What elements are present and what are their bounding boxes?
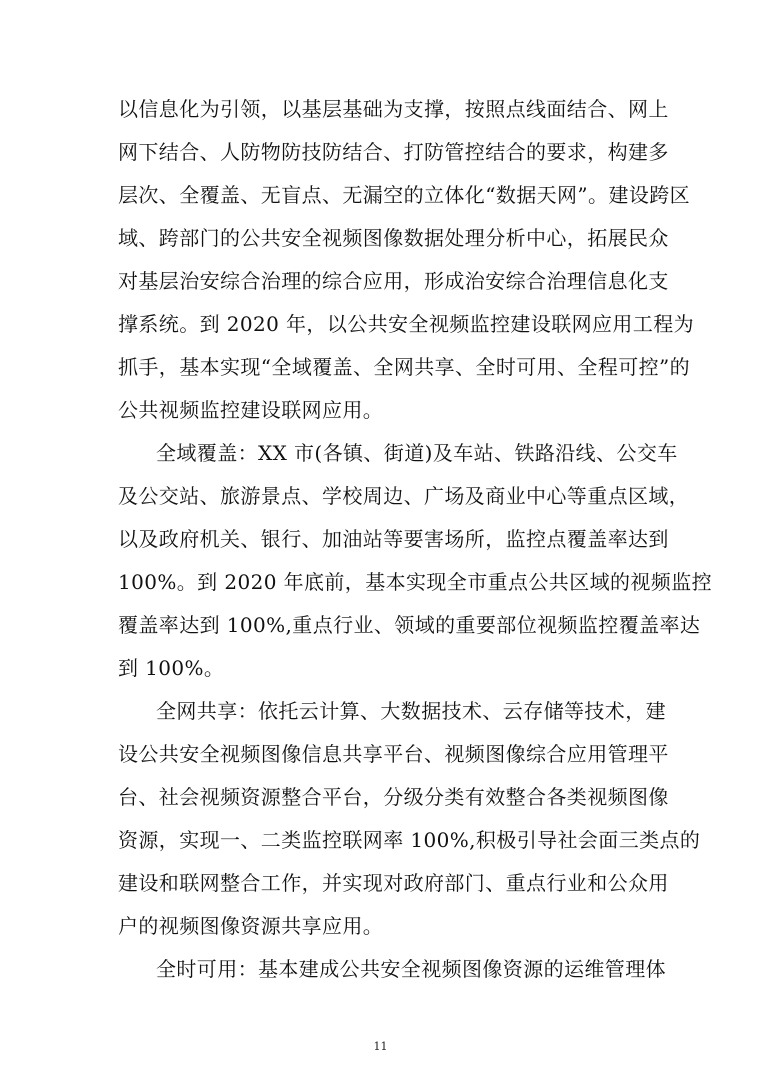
paragraph-line: 网下结合、人防物防技防结合、打防管控结合的要求，构建多 xyxy=(118,140,669,164)
paragraph-line: 及公交站、旅游景点、学校周边、广场及商业中心等重点区域， xyxy=(118,484,690,508)
page-number: 11 xyxy=(373,1040,388,1053)
paragraph-line: 全时可用：基本建成公共安全视频图像资源的运维管理体 xyxy=(156,957,666,981)
paragraph-line: 资源，实现一、二类监控联网率 100%,积极引导社会面三类点的 xyxy=(118,828,701,852)
paragraph-line: 建设和联网整合工作，并实现对政府部门、重点行业和公众用 xyxy=(118,871,669,895)
paragraph-line: 到 100%。 xyxy=(118,656,225,680)
paragraph-line: 抓手，基本实现“全域覆盖、全网共享、全时可用、全程可控”的 xyxy=(118,355,691,379)
paragraph-line: 域、跨部门的公共安全视频图像数据处理分析中心，拓展民众 xyxy=(118,226,669,250)
paragraph-line: 以及政府机关、银行、加油站等要害场所，监控点覆盖率达到 xyxy=(118,527,669,551)
paragraph-line: 对基层治安综合治理的综合应用，形成治安综合治理信息化支 xyxy=(118,269,669,293)
paragraph-line: 撑系统。到 2020 年，以公共安全视频监控建设联网应用工程为 xyxy=(118,312,695,336)
paragraph-line: 设公共安全视频图像信息共享平台、视频图像综合应用管理平 xyxy=(118,742,669,766)
paragraph-line: 层次、全覆盖、无盲点、无漏空的立体化“数据天网”。建设跨区 xyxy=(118,183,691,207)
paragraph-line: 台、社会视频资源整合平台，分级分类有效整合各类视频图像 xyxy=(118,785,669,809)
paragraph-line: 公共视频监控建设联网应用。 xyxy=(118,398,384,422)
paragraph-line: 覆盖率达到 100%,重点行业、领域的重要部位视频监控覆盖率达 xyxy=(118,613,701,637)
paragraph-line: 以信息化为引领，以基层基础为支撑，按照点线面结合、网上 xyxy=(118,97,669,121)
paragraph-line: 户的视频图像资源共享应用。 xyxy=(118,914,384,938)
paragraph-line: 全域覆盖：XX 市(各镇、街道)及车站、铁路沿线、公交车 xyxy=(156,441,678,465)
paragraph-line: 100%。到 2020 年底前，基本实现全市重点公共区域的视频监控 xyxy=(118,570,712,594)
paragraph-line: 全网共享：依托云计算、大数据技术、云存储等技术，建 xyxy=(156,699,666,723)
